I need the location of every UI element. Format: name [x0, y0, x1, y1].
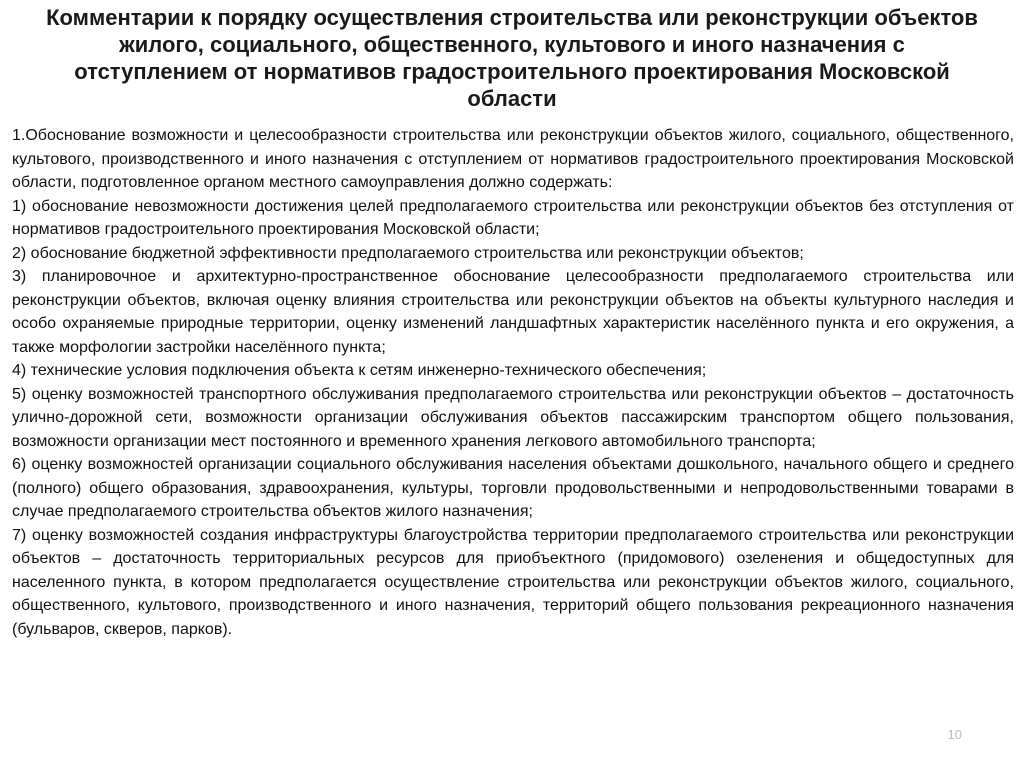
slide-title: Комментарии к порядку осуществления строительства или реконструкции объектов жилого, социального, общественного, культового и иного назначения с отступлением от нормативов градостроительного проектирования Московской области: [46, 5, 978, 111]
page-number: 10: [947, 727, 962, 742]
paragraph-item-1: 1) обоснование невозможности достижения целей предполагаемого строительства или реконструкции объектов без отступления от нормативов градостроительного проектирования Московской области;: [12, 197, 1014, 238]
paragraph-item-2: 2) обоснование бюджетной эффективности предполагаемого строительства или реконструкции объектов;: [12, 244, 804, 262]
paragraph-item-7: 7) оценку возможностей создания инфраструктуры благоустройства территории предполагаемого строительства или реконструкции объектов – достаточность территориальных ресурсов для приобъектного (придомового) озеленения и общедоступных для населенного пункта, в котором предполагается осуществление строительства или реконструкции объектов жилого, социального, общественного, культового, производственного и иного назначения, территорий общего пользования рекреационного назначения (бульваров, скверов, парков).: [12, 526, 1014, 638]
slide-body: [12, 124, 1014, 641]
paragraph-item-5: 5) оценку возможностей транспортного обслуживания предполагаемого строительства или реконструкции объектов – достаточность улично-дорожной сети, возможности организации обслуживания объектов пассажирским транспортом общего пользования, возможности организации мест постоянного и временного хранения легкового автомобильного транспорта;: [12, 385, 1014, 450]
paragraph-intro: 1.Обоснование возможности и целесообразности строительства или реконструкции объектов жилого, социального, общественного, культового, производственного и иного назначения с отступлением от нормативов градостроительного проектирования Московской области, подготовленное органом местного самоуправления должно содержать:: [12, 127, 1014, 191]
paragraph-item-4: 4) технические условия подключения объекта к сетям инженерно-технического обеспечения;: [12, 362, 707, 379]
paragraph-item-6: 6) оценку возможностей организации социального обслуживания населения объектами дошкольного, начального общего и среднего (полного) общего образования, здравоохранения, культуры, торговли продовольственными и непродовольственными товарами в случае предполагаемого строительства объектов жилого назначения;: [12, 456, 1014, 520]
paragraph-item-3: 3) планировочное и архитектурно-пространственное обоснование целесообразности предполагаемого строительства или реконструкции объектов, включая оценку влияния строительства или реконструкции объектов на объекты культурного наследия и особо охраняемые природные территории, оценку изменений ландшафтных характеристик населённого пункта и его окружения, а также морфологии застройки населённого пункта;: [12, 268, 1014, 356]
